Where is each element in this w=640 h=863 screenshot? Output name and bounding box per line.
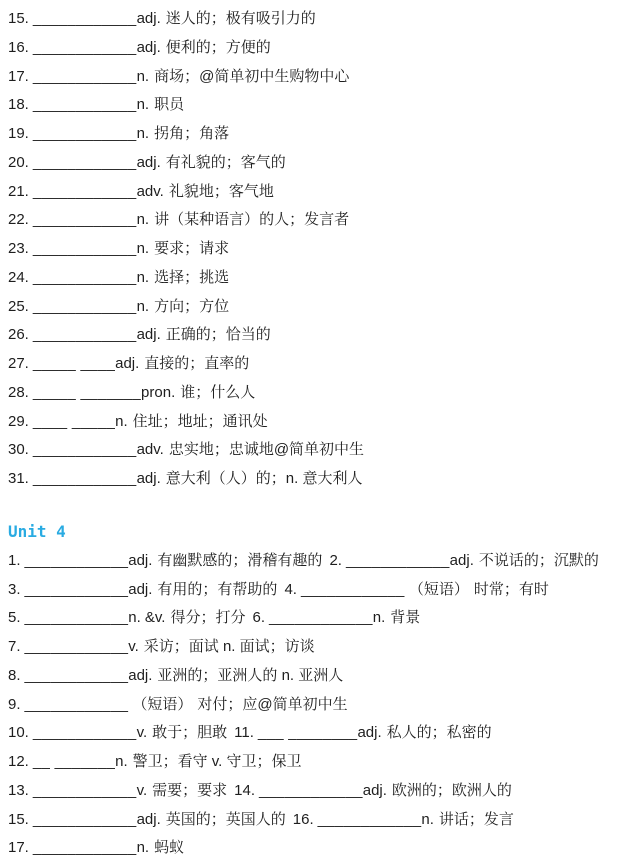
part-of-speech: n. (136, 67, 150, 85)
vocab-row (8, 91, 632, 120)
vocab-row (8, 63, 632, 92)
answer-blank: ____________ (24, 695, 129, 713)
part-of-speech: adj. (136, 470, 161, 487)
vocab-entry (8, 413, 268, 430)
unit4-vocab-list (8, 547, 632, 863)
part-of-speech: adv. (136, 441, 164, 459)
vocab-entry (8, 638, 315, 655)
vocab-row (8, 206, 632, 235)
vocab-entry (8, 125, 229, 142)
vocab-entry (8, 782, 227, 799)
definition: 有用的；有帮助的 (157, 580, 278, 598)
item-number: 27. (8, 355, 29, 372)
vocab-entry (284, 581, 548, 598)
item-number: 19. (8, 125, 29, 142)
answer-blank: ____________ (32, 441, 137, 459)
definition: 商场；@简单初中生购物中心 (154, 67, 350, 85)
part-of-speech: v. (136, 724, 148, 742)
definition: 谁；什么人 (180, 383, 256, 401)
item-number: 14. (234, 781, 256, 799)
item-number: 9. (8, 695, 21, 713)
part-of-speech: adj. (136, 810, 161, 828)
answer-blank: ____________ (24, 580, 129, 598)
vocab-entry (8, 39, 271, 56)
vocab-row (8, 120, 632, 149)
item-number: 21. (8, 182, 29, 200)
definition: 意大利（人）的；n. 意大利人 (165, 470, 363, 487)
definition: 方向；方位 (154, 297, 230, 315)
answer-blank: ____________ (32, 96, 137, 114)
definition: 有礼貌的；客气的 (165, 153, 286, 171)
part-of-speech: n. (136, 240, 150, 257)
answer-blank: ____________ (32, 470, 137, 487)
definition: 讲话；发言 (438, 810, 514, 828)
definition: 拐角；角落 (154, 125, 230, 142)
vocab-row (8, 321, 632, 350)
answer-blank: ____________ (32, 182, 137, 200)
vocab-entry (8, 355, 249, 372)
item-number: 17. (8, 839, 29, 857)
item-number: 10. (8, 724, 29, 742)
answer-blank: __ _______ (32, 753, 116, 770)
vocab-entry (8, 724, 227, 741)
vocab-row (8, 235, 632, 264)
answer-blank: ____________ (32, 724, 137, 742)
vocab-entry (8, 10, 316, 27)
part-of-speech: adj. (128, 580, 153, 598)
definition: 不说话的；沉默的 (478, 551, 599, 569)
item-number: 29. (8, 412, 29, 430)
answer-blank: ____________ (24, 609, 129, 627)
item-number: 16. (8, 38, 29, 56)
vocab-entry (8, 696, 348, 713)
part-of-speech: n. &v. (128, 609, 166, 627)
item-number: 6. (252, 609, 266, 627)
part-of-speech: adj. (136, 153, 161, 171)
definition: 住址；地址；通讯处 (132, 412, 268, 430)
item-number: 15. (8, 810, 29, 828)
part-of-speech: n. (136, 297, 150, 315)
vocab-entry (8, 581, 277, 598)
vocab-row (8, 633, 632, 662)
vocab-row (8, 604, 632, 633)
item-number: 23. (8, 240, 29, 257)
part-of-speech: n. (136, 211, 150, 229)
answer-blank: _____ _______ (32, 383, 142, 401)
vocab-entry (8, 298, 229, 315)
item-number: 2. (329, 551, 342, 569)
answer-blank: ____________ (32, 10, 137, 27)
vocab-row (8, 436, 632, 465)
definition: 职员 (154, 96, 185, 114)
vocab-entry (8, 211, 349, 228)
item-number: 25. (8, 297, 29, 315)
definition: 时常；有时 (473, 580, 549, 598)
part-of-speech: adj. (362, 781, 387, 799)
item-number: 15. (8, 10, 29, 27)
vocab-entry (253, 609, 421, 626)
definition: 礼貌地；客气地 (168, 182, 274, 200)
answer-blank: ____________ (345, 551, 450, 569)
vocab-row (8, 5, 632, 34)
part-of-speech: adj. (128, 666, 153, 684)
vocab-row (8, 293, 632, 322)
vocab-row (8, 264, 632, 293)
item-number: 18. (8, 96, 29, 114)
answer-blank: ____________ (32, 211, 137, 229)
item-number: 7. (8, 638, 21, 655)
answer-blank: ____________ (32, 153, 137, 171)
vocab-row (8, 149, 632, 178)
vocab-entry (8, 326, 271, 343)
part-of-speech: n. (136, 125, 150, 142)
answer-blank: ____________ (32, 268, 137, 286)
vocab-row (8, 379, 632, 408)
vocab-row (8, 408, 632, 437)
vocab-row (8, 806, 632, 835)
item-number: 11. (234, 724, 254, 742)
vocab-entry (8, 269, 229, 286)
answer-blank: ____________ (32, 781, 137, 799)
definition: 对付；应@简单初中生 (197, 695, 348, 713)
answer-blank: ____________ (32, 38, 137, 56)
definition: 亚洲的；亚洲人的 n. 亚洲人 (157, 666, 344, 684)
answer-blank: ____________ (32, 240, 137, 257)
vocab-entry (8, 68, 349, 85)
part-of-speech: v. (128, 638, 139, 655)
part-of-speech: adj. (136, 326, 161, 344)
vocab-entry (8, 552, 322, 569)
item-number: 5. (8, 609, 21, 627)
definition: 有幽默感的；滑稽有趣的 (157, 551, 323, 569)
part-of-speech: n. (421, 810, 434, 828)
item-number: 30. (8, 441, 29, 459)
item-number: 1. (8, 551, 21, 569)
definition: 蚂蚁 (154, 839, 185, 857)
answer-blank: ____ _____ (32, 412, 116, 430)
definition: 背景 (390, 609, 421, 627)
vocab-entry (8, 839, 184, 856)
vocab-entry (8, 183, 274, 200)
answer-blank: ____________ (32, 297, 137, 315)
part-of-speech: adj. (128, 551, 153, 569)
vocab-row (8, 748, 632, 777)
answer-blank: ___ ________ (257, 724, 358, 742)
answer-blank: ____________ (317, 810, 422, 828)
item-number: 17. (8, 67, 29, 85)
answer-blank: ____________ (24, 638, 129, 655)
answer-blank: ____________ (24, 551, 129, 569)
part-of-speech: n. (115, 412, 128, 430)
item-number: 8. (8, 666, 21, 684)
definition: 英国的；英国人的 (165, 810, 286, 828)
definition: 正确的；恰当的 (165, 326, 271, 344)
definition: 得分；打分 (170, 609, 246, 627)
answer-blank: ____________ (300, 580, 405, 598)
part-of-speech: （短语） (404, 580, 469, 598)
answer-blank: ____________ (32, 67, 137, 85)
item-number: 24. (8, 268, 29, 286)
vocab-row (8, 34, 632, 63)
answer-blank: ____________ (32, 326, 137, 344)
vocab-entry (293, 811, 514, 828)
definition: 忠实地；忠诚地@简单初中生 (168, 441, 365, 459)
part-of-speech: pron. (141, 383, 176, 401)
definition: 警卫；看守 v. 守卫；保卫 (132, 753, 302, 770)
vocab-entry (234, 782, 512, 799)
part-of-speech: adj. (357, 724, 382, 742)
definition: 迷人的；极有吸引力的 (165, 10, 316, 27)
vocab-entry (329, 552, 598, 569)
vocab-row (8, 834, 632, 863)
answer-blank: ____________ (32, 839, 137, 857)
part-of-speech: n. (136, 96, 150, 114)
definition: 欧洲的；欧洲人的 (391, 781, 512, 799)
vocab-row (8, 350, 632, 379)
vocab-entry (8, 240, 229, 257)
definition: 直接的；直率的 (144, 355, 250, 372)
vocab-entry (8, 811, 286, 828)
part-of-speech: n. (115, 753, 128, 770)
item-number: 31. (8, 470, 29, 487)
definition: 便利的；方便的 (165, 38, 271, 56)
vocab-row (8, 547, 632, 576)
vocab-row (8, 777, 632, 806)
answer-blank: ____________ (32, 810, 137, 828)
item-number: 13. (8, 781, 29, 799)
part-of-speech: （短语） (128, 695, 193, 713)
vocab-row (8, 719, 632, 748)
part-of-speech: n. (136, 268, 150, 286)
part-of-speech: n. (372, 609, 386, 627)
vocab-entry (8, 154, 286, 171)
unit3-vocab-list (8, 5, 632, 494)
answer-blank: _____ ____ (32, 355, 116, 372)
definition: 选择；挑选 (154, 268, 230, 286)
part-of-speech: adj. (115, 355, 140, 372)
definition: 私人的；私密的 (386, 724, 492, 742)
vocab-entry (8, 609, 246, 626)
vocab-entry (234, 724, 492, 741)
answer-blank: ____________ (269, 609, 373, 627)
answer-blank: ____________ (24, 666, 129, 684)
item-number: 3. (8, 580, 21, 598)
vocab-entry (8, 470, 362, 487)
vocab-entry (8, 384, 255, 401)
answer-blank: ____________ (32, 125, 137, 142)
item-number: 12. (8, 753, 29, 770)
vocab-row (8, 178, 632, 207)
vocab-row (8, 576, 632, 605)
vocab-entry (8, 667, 343, 684)
definition: 需要；要求 (152, 781, 228, 799)
item-number: 16. (292, 810, 314, 828)
vocab-row (8, 662, 632, 691)
item-number: 28. (8, 383, 29, 401)
item-number: 4. (284, 580, 297, 598)
item-number: 26. (8, 326, 29, 344)
part-of-speech: adj. (449, 551, 474, 569)
definition: 敢于；胆敢 (152, 724, 228, 742)
item-number: 22. (8, 211, 29, 229)
part-of-speech: adj. (136, 10, 161, 27)
definition: 要求；请求 (154, 240, 230, 257)
part-of-speech: n. (136, 839, 150, 857)
unit4-heading: Unit 4 (8, 521, 66, 541)
vocab-entry (8, 753, 302, 770)
vocab-entry (8, 441, 364, 458)
part-of-speech: adv. (136, 182, 164, 200)
part-of-speech: adj. (136, 38, 161, 56)
part-of-speech: v. (136, 781, 148, 799)
item-number: 20. (8, 153, 29, 171)
answer-blank: ____________ (259, 781, 363, 799)
vocab-row (8, 691, 632, 720)
vocab-entry (8, 96, 184, 113)
definition: 采访；面试 n. 面试；访谈 (143, 638, 315, 655)
vocab-row (8, 465, 632, 494)
definition: 讲（某种语言）的人；发言者 (154, 211, 350, 229)
